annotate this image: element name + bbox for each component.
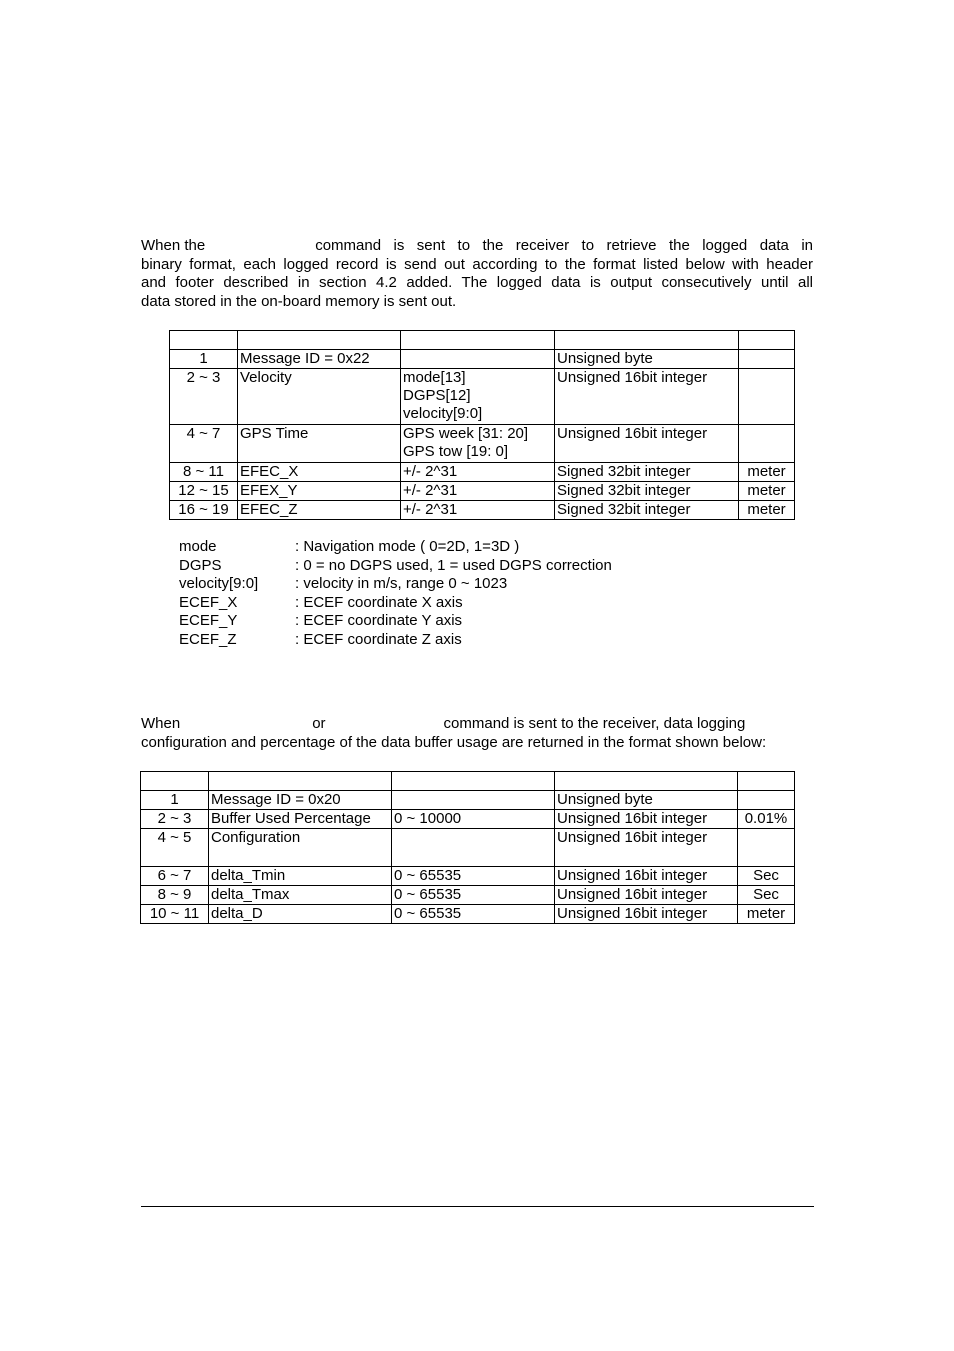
- range-line: 0 ~ 65535: [394, 905, 462, 922]
- section1-line1-b: command is sent to the receiver to retrieve the logged data in: [315, 237, 813, 254]
- type-cell: Unsigned 16bit integer: [555, 886, 738, 905]
- header-cell: [392, 772, 555, 791]
- header-cell: [141, 772, 209, 791]
- unit-cell: Sec: [738, 867, 795, 886]
- type-cell: Unsigned 16bit integer: [555, 905, 738, 924]
- footer-rule: [141, 1206, 814, 1207]
- field-name-cell: delta_Tmin: [209, 867, 392, 886]
- type-cell: Unsigned 16bit integer: [555, 867, 738, 886]
- type-cell: Signed 32bit integer: [555, 482, 739, 501]
- section1-paragraph: [141, 237, 813, 311]
- byte-index-cell: 10 ~ 11: [141, 905, 209, 924]
- legend-term: ECEF_Z: [179, 630, 237, 648]
- log-status-format-rows: [141, 772, 795, 924]
- table-row: [141, 829, 795, 867]
- range-line: GPS week [31: 20]: [403, 425, 529, 442]
- range-cell: [392, 867, 555, 886]
- header-cell: [401, 331, 555, 350]
- section1-line1: [141, 237, 813, 256]
- unit-cell: meter: [738, 905, 795, 924]
- range-line: GPS tow [19: 0]: [403, 443, 509, 460]
- type-cell: Unsigned 16bit integer: [555, 369, 739, 425]
- section1-line1-a: When the: [141, 237, 206, 254]
- range-cell: [401, 369, 555, 425]
- table-row: [170, 425, 795, 463]
- type-cell: Signed 32bit integer: [555, 463, 739, 482]
- legend-term: ECEF_X: [179, 593, 238, 611]
- range-cell: [392, 905, 555, 924]
- table-row: [170, 369, 795, 425]
- header-cell: [555, 331, 739, 350]
- field-name-cell: EFEX_Y: [238, 482, 401, 501]
- table-row: [170, 350, 795, 369]
- byte-index-cell: 4 ~ 5: [141, 829, 209, 867]
- field-name-cell: EFEC_Z: [238, 501, 401, 520]
- field-name-cell: Message ID = 0x20: [209, 791, 392, 810]
- range-cell: [401, 425, 555, 463]
- type-cell: Unsigned 16bit integer: [555, 810, 738, 829]
- legend-description: : velocity in m/s, range 0 ~ 1023: [295, 575, 508, 592]
- unit-cell: 0.01%: [738, 810, 795, 829]
- range-cell: [392, 810, 555, 829]
- section1-line2: binary format, each logged record is send out according to the format listed below with header: [141, 255, 813, 273]
- type-cell: Unsigned byte: [555, 791, 738, 810]
- byte-index-cell: 12 ~ 15: [170, 482, 238, 501]
- section2-line1-c: command is sent to the receiver, data logging: [443, 715, 746, 732]
- type-cell: Unsigned byte: [555, 350, 739, 369]
- table-row: [141, 810, 795, 829]
- byte-index-cell: 6 ~ 7: [141, 867, 209, 886]
- range-line: 0 ~ 65535: [394, 867, 462, 884]
- table-row: [141, 886, 795, 905]
- byte-index-cell: 16 ~ 19: [170, 501, 238, 520]
- range-line: 0 ~ 10000: [394, 810, 462, 827]
- byte-index-cell: 2 ~ 3: [141, 810, 209, 829]
- legend-description: : ECEF coordinate Y axis: [295, 612, 463, 629]
- range-cell: [401, 482, 555, 501]
- table-header-row: [141, 772, 795, 791]
- unit-cell: [739, 350, 795, 369]
- legend-term: mode: [179, 538, 217, 555]
- range-line: +/- 2^31: [403, 482, 458, 499]
- legend-term: DGPS: [179, 556, 222, 574]
- byte-index-cell: 2 ~ 3: [170, 369, 238, 425]
- section2-line1-a: When: [141, 715, 181, 732]
- unit-cell: [739, 425, 795, 463]
- legend-item: [179, 631, 612, 650]
- type-cell: Unsigned 16bit integer: [555, 829, 738, 867]
- table-row: [141, 867, 795, 886]
- section2-line2: configuration and percentage of the data buffer usage are returned in the format shown below:: [141, 733, 767, 751]
- table-row: [141, 905, 795, 924]
- header-cell: [209, 772, 392, 791]
- range-cell: [392, 886, 555, 905]
- unit-cell: [738, 829, 795, 867]
- log-record-format-table: [169, 330, 795, 520]
- range-line: +/- 2^31: [403, 463, 458, 480]
- legend-term: ECEF_Y: [179, 612, 238, 629]
- header-cell: [555, 772, 738, 791]
- section2-line1-b: or: [312, 715, 326, 732]
- unit-cell: Sec: [738, 886, 795, 905]
- range-cell: [392, 829, 555, 867]
- range-line: velocity[9:0]: [403, 405, 483, 422]
- range-cell: [401, 463, 555, 482]
- byte-index-cell: 1: [170, 350, 238, 369]
- field-name-cell: Message ID = 0x22: [238, 350, 401, 369]
- legend-item: [179, 575, 612, 594]
- table-row: [170, 482, 795, 501]
- unit-cell: meter: [739, 463, 795, 482]
- field-legend: [179, 538, 612, 649]
- legend-description: : 0 = no DGPS used, 1 = used DGPS correction: [295, 556, 612, 574]
- type-cell: Signed 32bit integer: [555, 501, 739, 520]
- table-row: [141, 791, 795, 810]
- legend-item: [179, 557, 612, 576]
- byte-index-cell: 4 ~ 7: [170, 425, 238, 463]
- header-cell: [238, 331, 401, 350]
- range-cell: [401, 350, 555, 369]
- table-row: [170, 501, 795, 520]
- field-name-cell: Buffer Used Percentage: [209, 810, 392, 829]
- legend-description: : ECEF coordinate Z axis: [295, 630, 462, 648]
- byte-index-cell: 1: [141, 791, 209, 810]
- byte-index-cell: 8 ~ 9: [141, 886, 209, 905]
- legend-description: : ECEF coordinate X axis: [295, 593, 463, 611]
- range-line: +/- 2^31: [403, 501, 458, 518]
- field-name-cell: delta_D: [209, 905, 392, 924]
- section2-paragraph: [141, 715, 813, 752]
- byte-index-cell: 8 ~ 11: [170, 463, 238, 482]
- legend-description: : Navigation mode ( 0=2D, 1=3D ): [295, 538, 520, 555]
- field-name-cell: EFEC_X: [238, 463, 401, 482]
- header-cell: [738, 772, 795, 791]
- range-line: 0 ~ 65535: [394, 886, 462, 903]
- range-line: mode[13]: [403, 369, 466, 386]
- section1-line4: data stored in the on-board memory is sent out.: [141, 292, 457, 310]
- range-cell: [401, 501, 555, 520]
- range-cell: [392, 791, 555, 810]
- field-name-cell: Velocity: [238, 369, 401, 425]
- unit-cell: meter: [739, 482, 795, 501]
- legend-item: [179, 538, 612, 557]
- field-name-cell: Configuration: [209, 829, 392, 867]
- type-cell: Unsigned 16bit integer: [555, 425, 739, 463]
- log-record-format-rows: [170, 331, 795, 520]
- header-cell: [739, 331, 795, 350]
- header-cell: [170, 331, 238, 350]
- unit-cell: [738, 791, 795, 810]
- legend-item: [179, 612, 612, 631]
- range-line: DGPS[12]: [403, 387, 471, 404]
- table-row: [170, 463, 795, 482]
- field-name-cell: delta_Tmax: [209, 886, 392, 905]
- section2-line1: [141, 715, 813, 734]
- unit-cell: [739, 369, 795, 425]
- log-status-format-table: [140, 771, 795, 924]
- legend-item: [179, 594, 612, 613]
- unit-cell: meter: [739, 501, 795, 520]
- field-name-cell: GPS Time: [238, 425, 401, 463]
- table-header-row: [170, 331, 795, 350]
- section1-line3: and footer described in section 4.2 added. The logged data is output consecutively until all: [141, 274, 813, 291]
- legend-term: velocity[9:0]: [179, 575, 259, 592]
